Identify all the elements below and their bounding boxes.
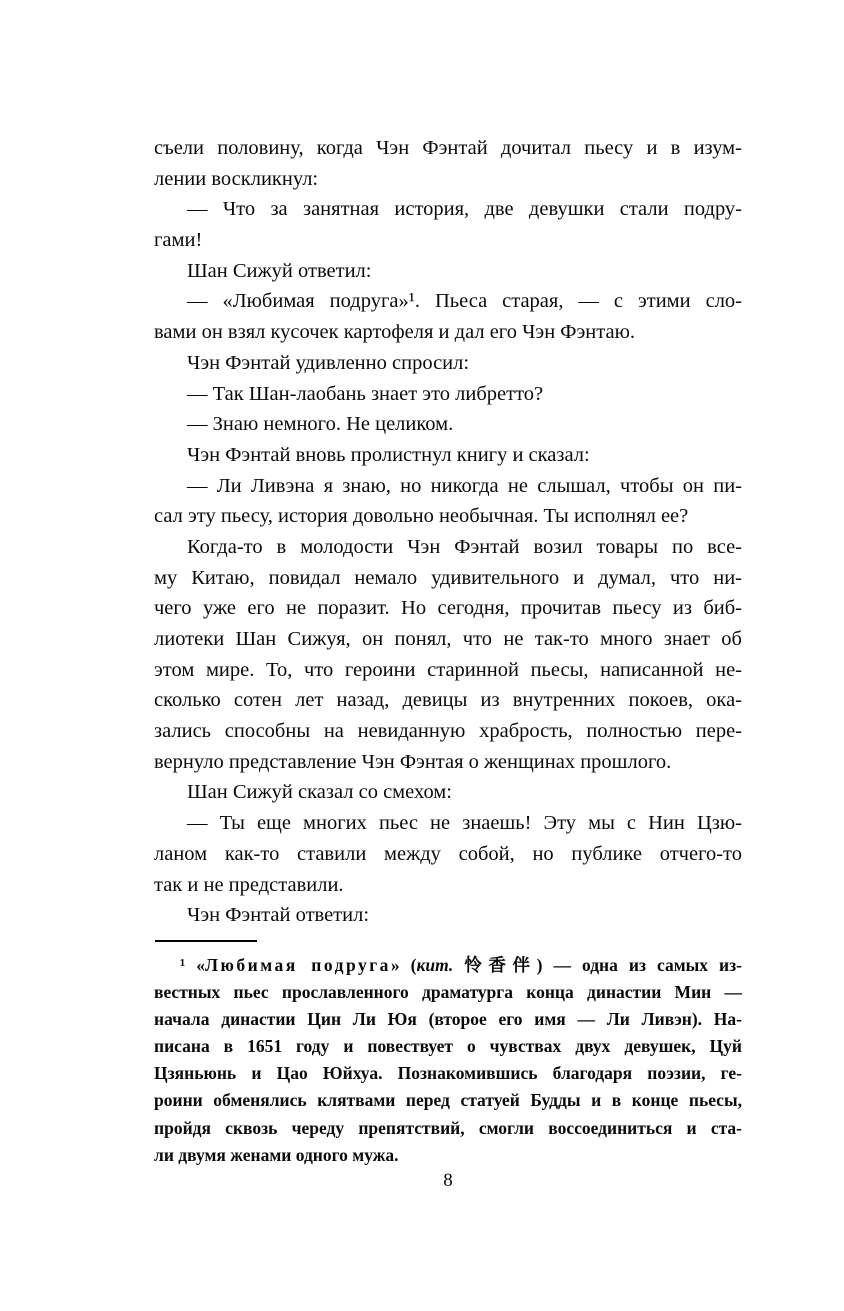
text-segment: вернуло представление Чэн Фэнтая о женщинах прошлого. [154,750,672,773]
text-line [154,256,742,287]
text-line [154,1006,742,1033]
text-line [154,225,742,256]
text-segment: — Так Шан-лаобань знает это либретто? [187,382,544,405]
text-segment: гами! [154,229,203,252]
text-line [154,979,742,1006]
text-line [154,1033,742,1060]
text-line [154,440,742,471]
text-segment: Любимая подруга [205,955,391,975]
text-segment: му Китаю, повидал немало удивительного и думал, что ни- [154,566,742,589]
main-text-block [154,133,742,931]
text-segment: 怜香伴) — одна из самых из- [453,955,742,975]
text-segment: писана в 1651 году и повествует о чувствах двух девушек, Цуй [154,1036,742,1057]
text-line [154,194,742,225]
text-segment: — Ли Ливэна я знаю, но никогда не слышал, чтобы он пи- [187,474,742,497]
text-segment: ланом как-то ставили между собой, но публике отчего-то [154,842,742,865]
text-line [154,747,742,778]
text-line [154,317,742,348]
text-line [154,685,742,716]
text-line [154,1115,742,1142]
text-segment: Чэн Фэнтай удивленно спросил: [187,351,470,374]
text-segment: пройдя сквозь череду препятствий, смогли воссоединиться и ста- [154,1117,742,1138]
text-segment: » ( [390,955,417,975]
text-segment: Чэн Фэнтай ответил: [187,904,370,927]
text-segment: начала династии Цин Ли Юя (второе его имя — Ли Ливэн). На- [154,1009,742,1030]
text-line [154,716,742,747]
text-line [154,1060,742,1087]
text-line [154,133,742,164]
text-segment: вестных пьес прославленного драматурга конца династии Мин — [154,982,742,1003]
text-line [154,471,742,502]
page-number: 8 [443,1170,453,1191]
text-segment: — Что за занятная история, две девушки стали подру- [187,198,742,221]
text-line [154,1087,742,1114]
text-segment: сколько сотен лет назад, девицы из внутренних покоев, ока- [154,689,742,712]
text-line [154,379,742,410]
text-line [154,532,742,563]
text-segment: этом мире. То, что героини старинной пьесы, написанной не- [154,658,742,681]
text-line [154,164,742,195]
text-segment: — Ты еще многих пьес не знаешь! Эту мы с Нин Цзю- [187,812,742,835]
text-line [154,286,742,317]
text-segment: ¹ « [180,955,205,975]
text-line [154,870,742,901]
text-segment: зались способны на невиданную храбрость, полностью пере- [154,720,742,743]
text-segment: съели половину, когда Чэн Фэнтай дочитал пьесу и в изум- [154,137,742,159]
text-line [154,952,742,979]
text-segment: сал эту пьесу, история довольно необычная. Ты исполнял ее? [154,505,689,528]
footnote-block [154,952,742,1169]
text-line [154,655,742,686]
footnote-separator-rule [155,940,257,942]
text-segment: роини обменялись клятвами перед статуей Будды и в конце пьесы, [154,1090,742,1111]
text-line [154,593,742,624]
text-line [154,624,742,655]
text-line [154,501,742,532]
text-segment: — «Любимая подруга»¹. Пьеса старая, — с этими сло- [187,290,742,313]
text-line [154,839,742,870]
text-segment: Когда-то в молодости Чэн Фэнтай возил товары по все- [187,535,742,558]
text-segment: кит. [416,955,454,975]
text-segment: так и не представили. [154,873,344,896]
text-segment: Шан Сижуй ответил: [187,259,372,282]
text-segment: Цзяньюнь и Цао Юйхуа. Познакомившись благодаря поэзии, ге- [154,1063,742,1084]
text-segment: чего уже его не поразит. Но сегодня, прочитав пьесу из биб- [154,597,742,620]
text-line [154,348,742,379]
text-segment: Шан Сижуй сказал со смехом: [187,781,452,804]
text-line [154,777,742,808]
text-segment: ли двумя женами одного мужа. [154,1144,399,1165]
text-segment: лении воскликнул: [154,167,319,190]
text-line [154,563,742,594]
text-line [154,808,742,839]
text-segment: — Знаю немного. Не целиком. [187,413,454,436]
text-segment: лиотеки Шан Сижуя, он понял, что не так-то много знает об [154,628,742,650]
text-line [154,409,742,440]
text-segment: вами он взял кусочек картофеля и дал его Чэн Фэнтаю. [154,321,636,344]
text-segment: Чэн Фэнтай вновь пролистнул книгу и сказал: [187,443,590,466]
text-line [154,900,742,931]
text-line [154,1142,742,1169]
